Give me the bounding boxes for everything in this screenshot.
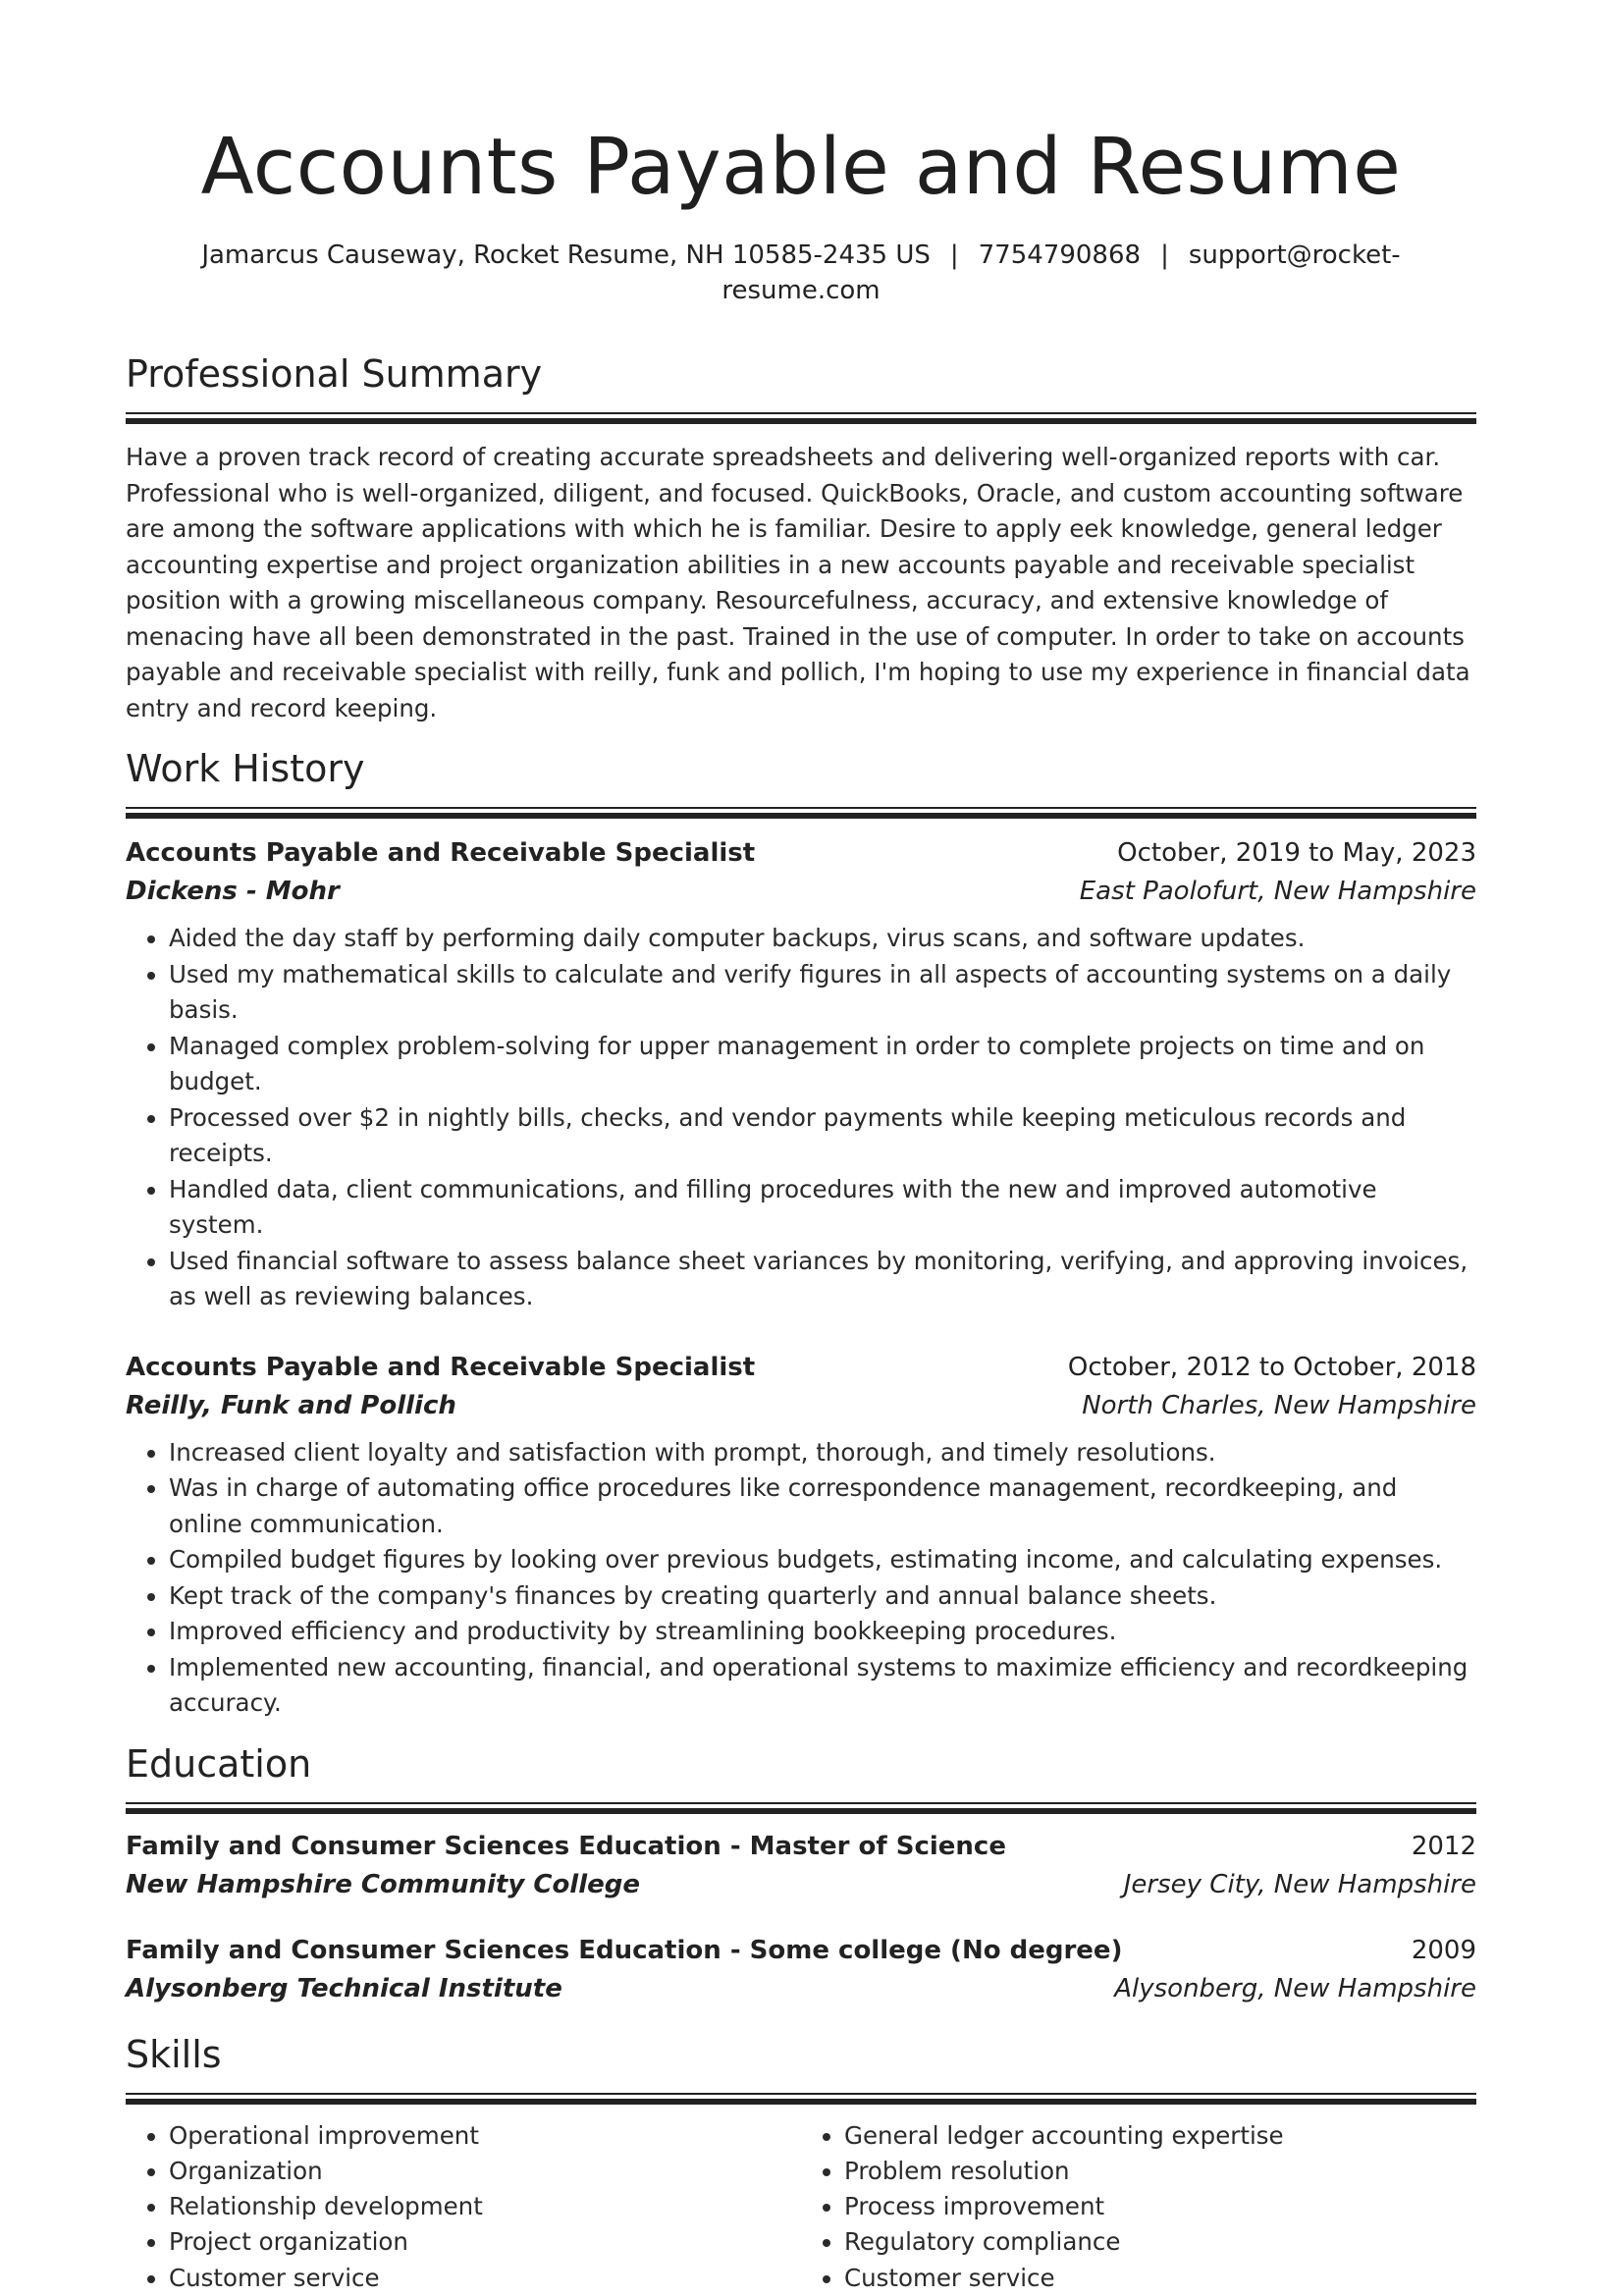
contact-phone: 7754790868 [978, 240, 1142, 270]
education-location: Alysonberg, New Hampshire [1114, 1973, 1476, 2003]
job-bullet-list [126, 1435, 1476, 1722]
education-school: Alysonberg Technical Institute [126, 1973, 562, 2003]
job-entry [126, 1349, 1476, 1722]
education-entry [126, 1828, 1476, 1904]
education-entry [126, 1932, 1476, 2008]
job-company: Dickens - Mohr [126, 877, 340, 906]
job-company: Reilly, Funk and Pollich [126, 1390, 456, 1420]
skill-item: • Operational improvement [169, 2118, 801, 2154]
education-degree: Family and Consumer Sciences Education - Some college (No degree) [126, 1935, 1123, 1965]
section-divider [126, 412, 1476, 424]
education-degree: Family and Consumer Sciences Education - Master of Science [126, 1831, 1006, 1861]
skill-item: • Relationship development [169, 2189, 801, 2224]
job-dates: October, 2012 to October, 2018 [1067, 1352, 1476, 1382]
job-bullet: • Was in charge of automating office procedures like correspondence management, recordkeeping, and online communication. [169, 1470, 1476, 1542]
skill-item: • Process improvement [844, 2189, 1476, 2224]
job-bullet: • Handled data, client communications, and filling procedures with the new and improved automotive system. [169, 1172, 1476, 1244]
contact-address: Jamarcus Causeway, Rocket Resume, NH 10585-2435 US [201, 240, 931, 270]
section-title-education: Education [126, 1741, 312, 1786]
contact-line [126, 238, 1476, 308]
skills-list-right [801, 2118, 1476, 2296]
job-bullet: • Used my mathematical skills to calculate and verify figures in all aspects of accounting systems on a daily basis. [169, 957, 1476, 1029]
skills-list-left [126, 2118, 801, 2296]
skill-item: • Problem resolution [844, 2154, 1476, 2189]
section-divider [126, 1802, 1476, 1814]
job-bullet: • Implemented new accounting, financial, and operational systems to maximize efficiency and recordkeeping accuracy. [169, 1650, 1476, 1722]
education-location: Jersey City, New Hampshire [1123, 1869, 1476, 1899]
skills-grid [126, 2118, 1476, 2296]
job-location: East Paolofurt, New Hampshire [1079, 877, 1476, 906]
job-title: Accounts Payable and Receivable Specialist [126, 838, 756, 868]
contact-separator: | [949, 240, 959, 270]
job-bullet: • Aided the day staff by performing daily computer backups, virus scans, and software updates. [169, 921, 1476, 957]
section-title-skills: Skills [126, 2032, 222, 2076]
job-bullet-list [126, 921, 1476, 1315]
job-entry [126, 834, 1476, 1315]
resume-name: Accounts Payable and Resume [200, 122, 1402, 212]
contact-email: support@rocket-resume.com [721, 240, 1401, 305]
job-bullet: • Compiled budget figures by looking over previous budgets, estimating income, and calculating expenses. [169, 1542, 1476, 1578]
skill-item: • Customer service [169, 2261, 801, 2296]
job-bullet: • Kept track of the company's finances by creating quarterly and annual balance sheets. [169, 1578, 1476, 1615]
skill-item: • Organization [169, 2154, 801, 2189]
contact-separator: | [1160, 240, 1169, 270]
skill-item: • Regulatory compliance [844, 2224, 1476, 2260]
skill-item: • Customer service [844, 2261, 1476, 2296]
section-title-summary: Professional Summary [126, 352, 543, 396]
skill-item: • Project organization [169, 2224, 801, 2260]
job-bullet: • Improved efficiency and productivity by streamlining bookkeeping procedures. [169, 1614, 1476, 1650]
education-year: 2012 [1411, 1831, 1476, 1861]
section-divider [126, 2093, 1476, 2105]
job-location: North Charles, New Hampshire [1082, 1390, 1476, 1420]
job-bullet: • Used financial software to assess balance sheet variances by monitoring, verifying, and approving invoices, as well as reviewing balances. [169, 1244, 1476, 1315]
education-school: New Hampshire Community College [126, 1869, 641, 1899]
job-title: Accounts Payable and Receivable Specialist [126, 1352, 756, 1382]
skill-item: • General ledger accounting expertise [844, 2118, 1476, 2154]
summary-text: Have a proven track record of creating accurate spreadsheets and delivering well-organized reports with car. Professional who is well-organized, diligent, and focused. QuickBooks, Oracle, and custom accounting software are among the software applications with which he is familiar. Desire to apply eek knowledge, general ledger accounting expertise and project organization abilities in a new accounts payable and receivable specialist position with a growing miscellaneous company. Resourcefulness, accuracy, and extensive knowledge of menacing have all been demonstrated in the past. Trained in the use of computer. In order to take on accounts payable and receivable specialist with reilly, funk and pollich, I'm hoping to use my experience in financial data entry and record keeping. [126, 443, 1470, 722]
job-bullet: • Managed complex problem-solving for upper management in order to complete projects on time and on budget. [169, 1029, 1476, 1100]
job-bullet: • Processed over $2 in nightly bills, checks, and vendor payments while keeping meticulous records and receipts. [169, 1100, 1476, 1172]
section-divider [126, 807, 1476, 819]
job-dates: October, 2019 to May, 2023 [1117, 838, 1476, 868]
section-title-work-history: Work History [126, 747, 365, 790]
job-bullet: • Increased client loyalty and satisfaction with prompt, thorough, and timely resolutions. [169, 1435, 1476, 1471]
education-year: 2009 [1411, 1935, 1476, 1965]
